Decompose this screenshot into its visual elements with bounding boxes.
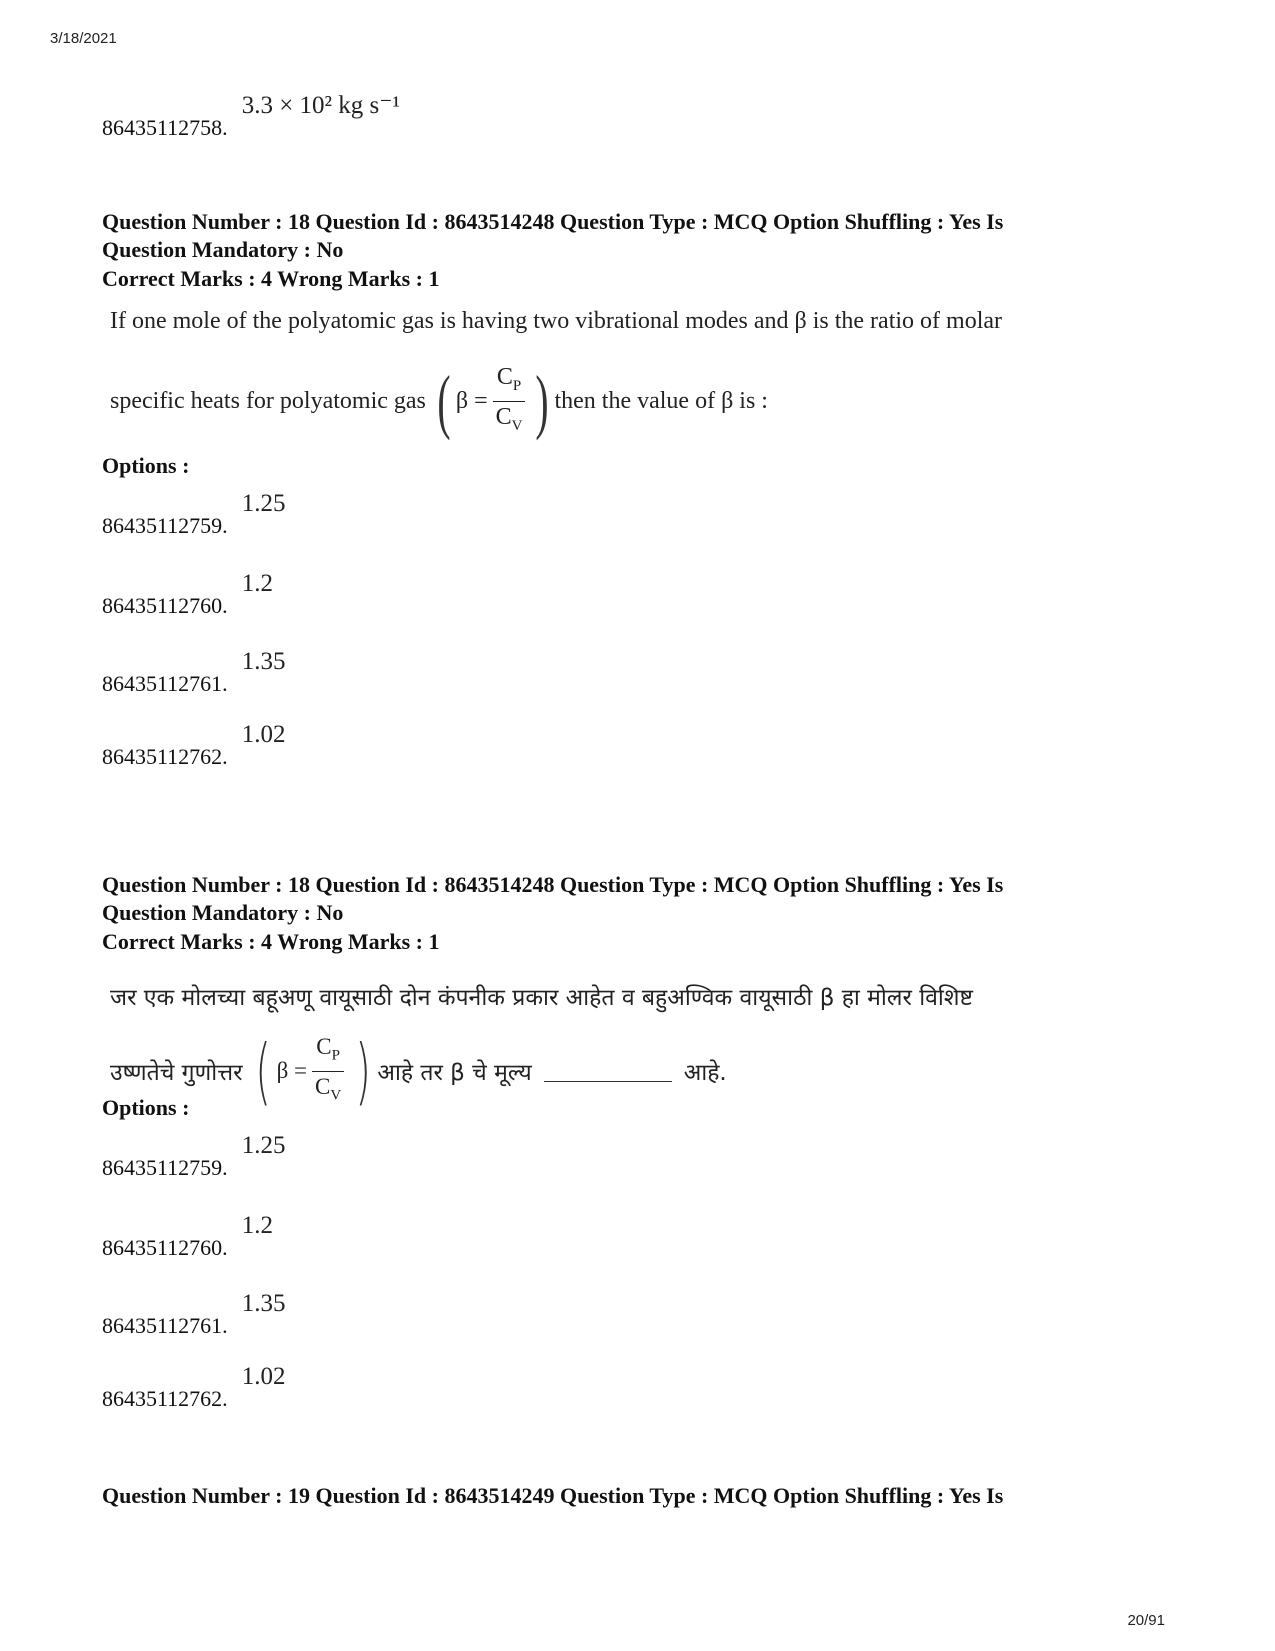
option-item xyxy=(102,1132,286,1182)
page-number: 20/91 xyxy=(1127,1612,1165,1629)
cp-cv-fraction xyxy=(492,362,527,441)
option-value: 1.2 xyxy=(241,1212,273,1239)
right-paren: ) xyxy=(535,361,550,442)
question-text-before: उष्णतेचे गुणोत्तर xyxy=(110,1060,243,1087)
question-header xyxy=(102,208,1162,264)
question-header xyxy=(102,871,1162,927)
option-value: 1.02 xyxy=(241,721,286,748)
option-item xyxy=(102,490,286,540)
option-value: 1.02 xyxy=(241,1363,286,1390)
question-header-line2: Question Mandatory : No xyxy=(102,900,344,925)
question-header-line1: Question Number : 18 Question Id : 8643514248 Question Type : MCQ Option Shuffling : Yes Is xyxy=(102,209,1004,234)
option-item xyxy=(102,721,286,771)
left-paren: ( xyxy=(254,1029,271,1114)
option-value: 3.3 × 10² kg s⁻¹ xyxy=(241,92,400,119)
options-label: Options : xyxy=(102,1095,190,1120)
option-value: 1.25 xyxy=(241,1132,286,1159)
question-text-after: आहे. xyxy=(683,1060,727,1087)
question-text-line1: If one mole of the polyatomic gas is having two vibrational modes and β is the ratio of molar xyxy=(110,308,1003,334)
option-item xyxy=(102,1363,286,1413)
options-label: Options : xyxy=(102,453,190,478)
left-paren: ( xyxy=(437,361,451,442)
option-item xyxy=(102,1212,273,1262)
beta-equals: β = xyxy=(455,387,488,414)
option-item xyxy=(102,570,273,620)
question-header-line2: Question Mandatory : No xyxy=(102,237,344,262)
fraction-numerator: $C_P$ xyxy=(312,1032,344,1072)
cp-cv-fraction xyxy=(311,1032,345,1110)
fraction-denominator: $C_V$ xyxy=(315,1073,342,1104)
option-item xyxy=(102,1290,286,1340)
answer-blank xyxy=(544,1061,672,1082)
option-value: 1.35 xyxy=(241,1290,286,1317)
option-id: 86435112759. xyxy=(102,513,228,538)
print-date: 3/18/2021 xyxy=(50,30,117,47)
option-value: 1.35 xyxy=(241,648,286,675)
question-text-after: then the value of β is : xyxy=(554,387,768,414)
question-text-before: specific heats for polyatomic gas xyxy=(110,387,426,414)
option-id: 86435112758. xyxy=(102,115,228,140)
fraction-numerator: $C_P$ xyxy=(493,362,525,402)
option-id: 86435112760. xyxy=(102,593,228,618)
option-id: 86435112760. xyxy=(102,1235,228,1260)
question-text-line2 xyxy=(110,362,768,441)
option-item xyxy=(102,648,286,698)
fraction-denominator: $C_V$ xyxy=(495,403,523,434)
option-value: 1.25 xyxy=(241,490,286,517)
question-header-line1: Question Number : 19 Question Id : 8643514249 Question Type : MCQ Option Shuffling : Yes Is xyxy=(102,1483,1004,1508)
question-marks: Correct Marks : 4 Wrong Marks : 1 xyxy=(102,929,440,954)
option-id: 86435112762. xyxy=(102,1386,228,1411)
right-paren: ) xyxy=(355,1029,372,1114)
option-id: 86435112759. xyxy=(102,1155,228,1180)
option-id: 86435112761. xyxy=(102,1313,228,1338)
question-text-line1: जर एक मोलच्या बहूअणू वायूसाठी दोन कंपनीक प्रकार आहेत व बहुअण्विक वायूसाठी β हा मोलर विशिष्ट xyxy=(110,985,973,1011)
question-text-line2 xyxy=(110,1029,727,1114)
question-header-line1: Question Number : 18 Question Id : 8643514248 Question Type : MCQ Option Shuffling : Yes Is xyxy=(102,872,1004,897)
question-marks: Correct Marks : 4 Wrong Marks : 1 xyxy=(102,266,440,291)
beta-equals: β = xyxy=(276,1058,308,1084)
option-value: 1.2 xyxy=(241,570,273,597)
question-header xyxy=(102,1482,1162,1510)
option-id: 86435112761. xyxy=(102,671,228,696)
option-item xyxy=(102,92,400,142)
question-text-mid: आहे तर β चे मूल्य xyxy=(377,1060,532,1087)
option-id: 86435112762. xyxy=(102,744,228,769)
